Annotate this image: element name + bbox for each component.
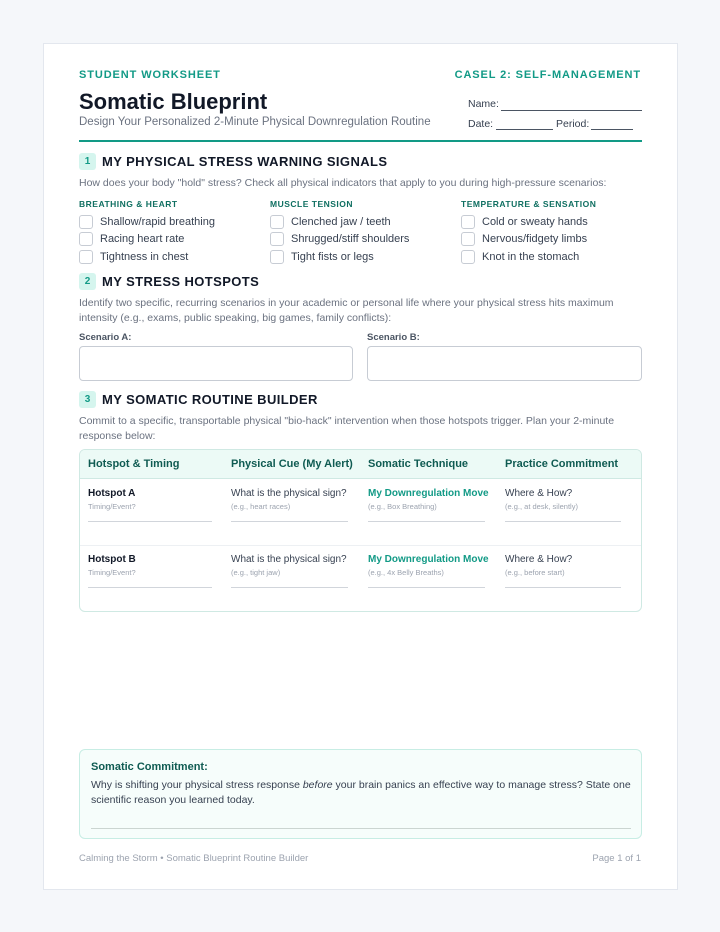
cell-hint: Timing/Event? [88,502,136,511]
cell-hint: (e.g., tight jaw) [231,568,281,577]
cell-label: My Downregulation Move [368,554,489,565]
question-emphasis: before [302,779,333,791]
category-title: TEMPERATURE & SENSATION [461,199,597,209]
section-1-number: 1 [79,153,96,170]
checkbox-label: Tightness in chest [100,250,189,263]
instructions-line: intensity (e.g., exams, public speaking, big games, family conflicts): [79,312,392,324]
commitment-box [79,749,642,839]
table-cell-commitment [505,488,621,522]
section-2-title: MY STRESS HOTSPOTS [102,274,260,289]
page-number: Page 1 of 1 [592,853,641,864]
section-1-title: MY PHYSICAL STRESS WARNING SIGNALS [102,154,388,169]
checkbox-label: Shrugged/stiff shoulders [291,233,410,246]
answer-line[interactable] [88,587,212,588]
answer-line[interactable] [231,587,348,588]
checkbox-item[interactable] [270,248,450,266]
answer-line[interactable] [505,521,621,522]
checkbox[interactable] [461,250,475,264]
name-label: Name: [468,98,499,110]
question-text: scientific reason you learned today. [91,794,255,806]
column-header: Somatic Technique [368,458,469,470]
category-breathing [79,199,259,266]
column-header: Practice Commitment [505,458,619,470]
checkbox-item[interactable] [79,231,259,249]
scenario-b-label: Scenario B: [367,332,420,343]
section-3-number: 3 [79,391,96,408]
cell-hint: (e.g., at desk, silently) [505,502,578,511]
checkbox-item[interactable] [461,248,642,266]
checkbox-label: Racing heart rate [100,233,185,246]
period-label: Period: [556,118,590,130]
page-subtitle: Design Your Personalized 2-Minute Physical Downregulation Routine [79,116,431,128]
cell-hint: (e.g., 4x Belly Breaths) [368,568,444,577]
table-cell-cue [231,554,348,588]
cell-label: What is the physical sign? [231,488,347,499]
checkbox-item[interactable] [270,213,450,231]
section-2-instructions [79,296,642,326]
commitment-title: Somatic Commitment: [91,761,208,773]
checkbox[interactable] [461,232,475,246]
table-cell-hotspot [88,554,212,588]
row-divider [80,545,641,546]
answer-line[interactable] [231,521,348,522]
date-label: Date: [468,118,494,130]
checkbox-label: Clenched jaw / teeth [291,215,391,228]
checkbox[interactable] [79,232,93,246]
checkbox-label: Tight fists or legs [291,250,374,263]
eyebrow-left: STUDENT WORKSHEET [79,69,221,81]
category-temperature [461,199,642,266]
checkbox-item[interactable] [79,248,259,266]
cell-hint: (e.g., before start) [505,568,565,577]
checkbox[interactable] [79,215,93,229]
table-cell-cue [231,488,348,522]
question-text: Why is shifting your physical stress response [91,779,303,791]
category-title: MUSCLE TENSION [270,199,354,209]
table-header [80,450,641,479]
checkbox-label: Knot in the stomach [482,250,580,263]
checkbox[interactable] [461,215,475,229]
answer-line[interactable] [88,521,212,522]
commitment-question [91,778,631,808]
instructions-line: Commit to a specific, transportable physical "bio-hack" intervention when those hotspots trigger. Plan your 2-minute [79,415,615,427]
page-title: Somatic Blueprint [79,89,268,114]
scenario-a-label: Scenario A: [79,332,132,343]
cell-label: My Downregulation Move [368,488,489,499]
section-3-title: MY SOMATIC ROUTINE BUILDER [102,392,318,407]
name-field[interactable] [501,110,642,111]
checkbox-label: Cold or sweaty hands [482,215,588,228]
question-text: your brain panics an effective way to manage stress? State one [332,779,631,791]
table-cell-commitment [505,554,621,588]
checkbox[interactable] [79,250,93,264]
section-3-instructions [79,414,642,444]
answer-line[interactable] [505,587,621,588]
column-header: Physical Cue (My Alert) [231,458,353,470]
instructions-line: Identify two specific, recurring scenarios in your academic or personal life where your physical stress hits maximum [79,297,614,309]
section-1-instructions: How does your body "hold" stress? Check all physical indicators that apply to you during high-pressure scenarios: [79,177,607,189]
answer-line[interactable] [368,587,485,588]
section-2-number: 2 [79,273,96,290]
date-field[interactable] [496,129,553,130]
cell-label: Where & How? [505,554,573,565]
cell-hint: Timing/Event? [88,568,136,577]
cell-hint: (e.g., Box Breathing) [368,502,437,511]
cell-hint: (e.g., heart races) [231,502,291,511]
cell-label: Hotspot A [88,488,136,499]
worksheet-page [43,43,678,890]
answer-line[interactable] [368,521,485,522]
period-field[interactable] [591,129,633,130]
table-cell-hotspot [88,488,212,522]
cell-label: Where & How? [505,488,573,499]
header-rule [79,140,642,142]
answer-line[interactable] [91,828,631,829]
category-title: BREATHING & HEART [79,199,178,209]
checkbox-item[interactable] [79,213,259,231]
table-cell-technique [368,488,489,522]
checkbox-label: Shallow/rapid breathing [100,215,215,228]
footer-left: Calming the Storm • Somatic Blueprint Routine Builder [79,853,309,864]
checkbox[interactable] [270,250,284,264]
scenario-b-input[interactable] [367,346,642,381]
checkbox-label: Nervous/fidgety limbs [482,233,588,246]
scenario-a-input[interactable] [79,346,353,381]
eyebrow-right: CASEL 2: SELF-MANAGEMENT [454,69,641,81]
checkbox[interactable] [270,232,284,246]
checkbox[interactable] [270,215,284,229]
cell-label: Hotspot B [88,554,136,565]
checkbox-item[interactable] [461,231,642,249]
checkbox-item[interactable] [461,213,642,231]
table-cell-technique [368,554,489,588]
category-muscle [270,199,450,266]
instructions-line: response below: [79,430,156,442]
checkbox-item[interactable] [270,231,450,249]
cell-label: What is the physical sign? [231,554,347,565]
routine-table [79,449,642,612]
column-header: Hotspot & Timing [88,458,180,470]
